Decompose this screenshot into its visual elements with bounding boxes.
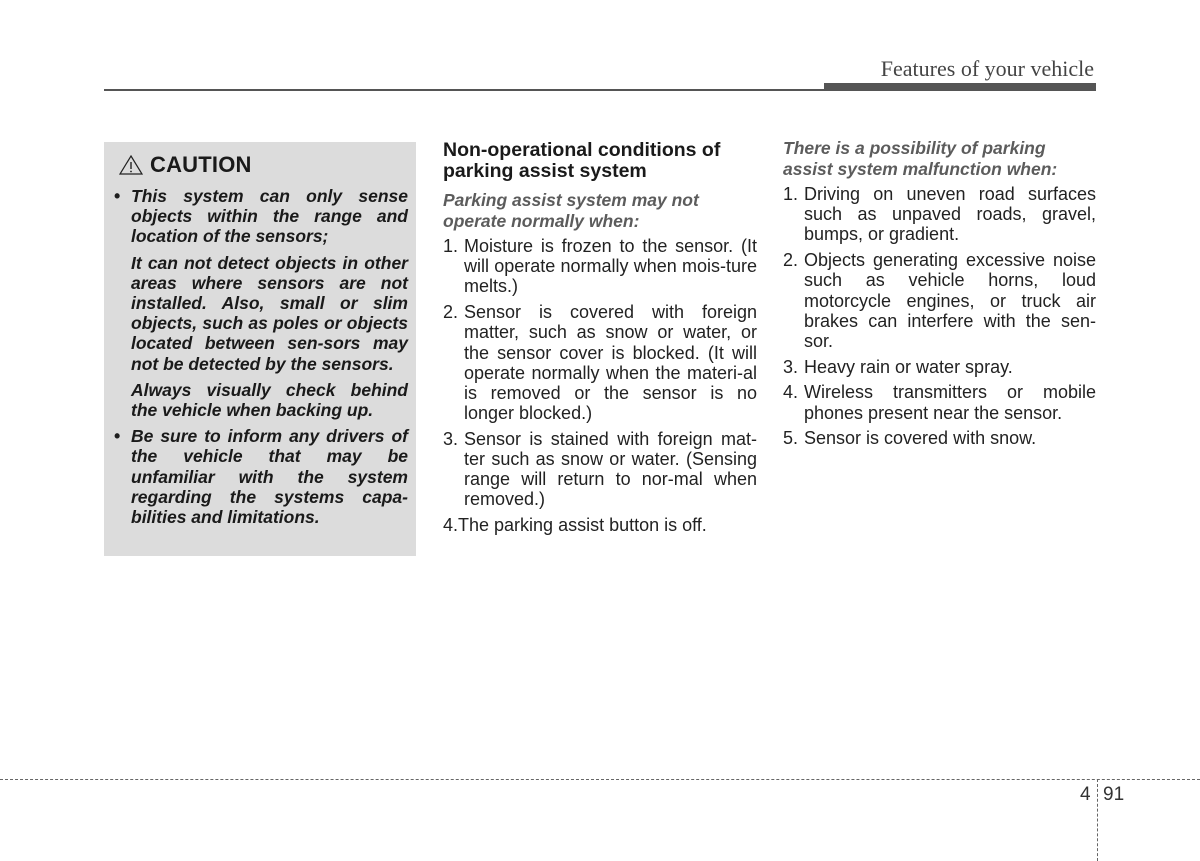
- list-text: Objects generating excessive noise such as vehicle horns, loud motorcycle engines, or truck air brakes can interfere with the sen-sor.: [804, 250, 1096, 351]
- list-number: 1.: [443, 236, 459, 256]
- caution-paragraph: It can not detect objects in other areas where sensors are not installed. Also, small or slim objects, such as poles or objects located between sen-sors may not be detected by the sensors.: [131, 252, 408, 374]
- chapter-number: 4: [1080, 784, 1091, 805]
- list-number: 2.: [783, 250, 799, 271]
- list-text: Sensor is covered with foreign matter, such as snow or water, or the sensor cover is blocked. (It will operate normally when the materi-al is removed or the sensor is no longer blocked.): [464, 302, 757, 424]
- bullet: •: [114, 186, 121, 206]
- subheading: There is a possibility of parking assist system malfunction when:: [783, 138, 1058, 179]
- bullet: •: [114, 426, 121, 447]
- caution-title: CAUTION: [150, 152, 252, 177]
- list-number: 3.: [443, 428, 459, 449]
- header-rule-accent: [824, 83, 1096, 91]
- list-number: 5.: [783, 428, 799, 449]
- list-number: 1.: [783, 184, 799, 204]
- footer-divider: [0, 779, 1200, 780]
- caution-item: [114, 186, 408, 420]
- list-item: [443, 515, 757, 535]
- footer-divider-vertical: [1097, 779, 1098, 861]
- right-column: [783, 138, 1096, 454]
- caution-header: [118, 152, 408, 178]
- list-item: [783, 428, 1096, 448]
- caution-paragraph: This system can only sense objects within the range and location of the sensors;: [131, 186, 408, 247]
- list-item: [443, 429, 757, 510]
- page-number: 91: [1103, 784, 1125, 805]
- list-text: 4.The parking assist button is off.: [443, 515, 707, 536]
- list-text: Moisture is frozen to the sensor. (It will operate normally when mois-ture melts.): [464, 236, 757, 297]
- list-item: [443, 236, 757, 297]
- subheading: Parking assist system may not operate normally when:: [443, 190, 699, 231]
- caution-paragraph: Be sure to inform any drivers of the vehicle that may be unfamiliar with the system regarding the systems capa-bilities and limitations.: [131, 426, 408, 528]
- warning-triangle-icon: [118, 154, 144, 176]
- list-item: [783, 357, 1096, 377]
- section-heading: Non-operational conditions of parking assist system: [443, 139, 721, 182]
- middle-column: [443, 138, 757, 541]
- list-text: Sensor is stained with foreign mat-ter such as snow or water. (Sensing range will return to nor-mal when removed.): [464, 428, 757, 510]
- caution-box: [104, 142, 416, 556]
- list-text: Driving on uneven road surfaces such as unpaved roads, gravel, bumps, or gradient.: [804, 184, 1096, 245]
- list-text: Heavy rain or water spray.: [804, 356, 1013, 377]
- list-number: 4.: [783, 382, 799, 403]
- list-item: [783, 184, 1096, 245]
- caution-item: [114, 426, 408, 527]
- list-number: 3.: [783, 356, 799, 377]
- list-item: [783, 382, 1096, 422]
- list-text: Wireless transmitters or mobile phones present near the sensor.: [804, 382, 1096, 423]
- header-rule: [104, 89, 826, 91]
- page-header-title: Features of your vehicle: [880, 56, 1094, 81]
- caution-paragraph: Always visually check behind the vehicle when backing up.: [131, 379, 408, 421]
- list-item: [443, 302, 757, 423]
- list-item: [783, 250, 1096, 351]
- list-number: 2.: [443, 302, 459, 323]
- list-text: Sensor is covered with snow.: [804, 428, 1037, 449]
